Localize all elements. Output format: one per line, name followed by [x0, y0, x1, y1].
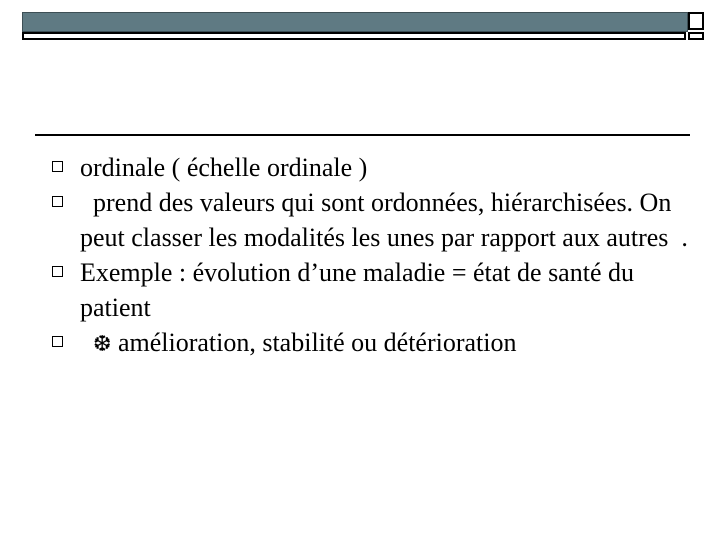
bullet-text: prend des valeurs qui sont ordonnées, hiérarchisées. On peut classer les modalités les unes par rapport aux autres .	[80, 188, 688, 252]
bullet-item	[52, 325, 692, 362]
title-divider	[35, 134, 690, 136]
header-bar-outline	[22, 32, 686, 40]
bullet-text: amélioration, stabilité ou détérioration	[111, 328, 517, 357]
square-bullet-icon	[52, 196, 63, 207]
square-bullet-icon	[52, 266, 63, 277]
bullet-text: ordinale ( échelle ordinale )	[80, 153, 368, 182]
bullet-text: Exemple : évolution d’une maladie = état de santé du patient	[80, 258, 634, 322]
header-bar-filled	[22, 12, 688, 32]
bullet-item	[52, 185, 692, 255]
bullet-item	[52, 255, 692, 325]
header-square-top	[688, 12, 704, 30]
slide-body	[52, 150, 692, 362]
bullet-item	[52, 150, 692, 185]
header-square-bottom	[688, 32, 704, 40]
snowflake-icon: ❆	[93, 332, 112, 357]
decorative-top-bar	[22, 12, 706, 38]
square-bullet-icon	[52, 336, 63, 347]
square-bullet-icon	[52, 161, 63, 172]
